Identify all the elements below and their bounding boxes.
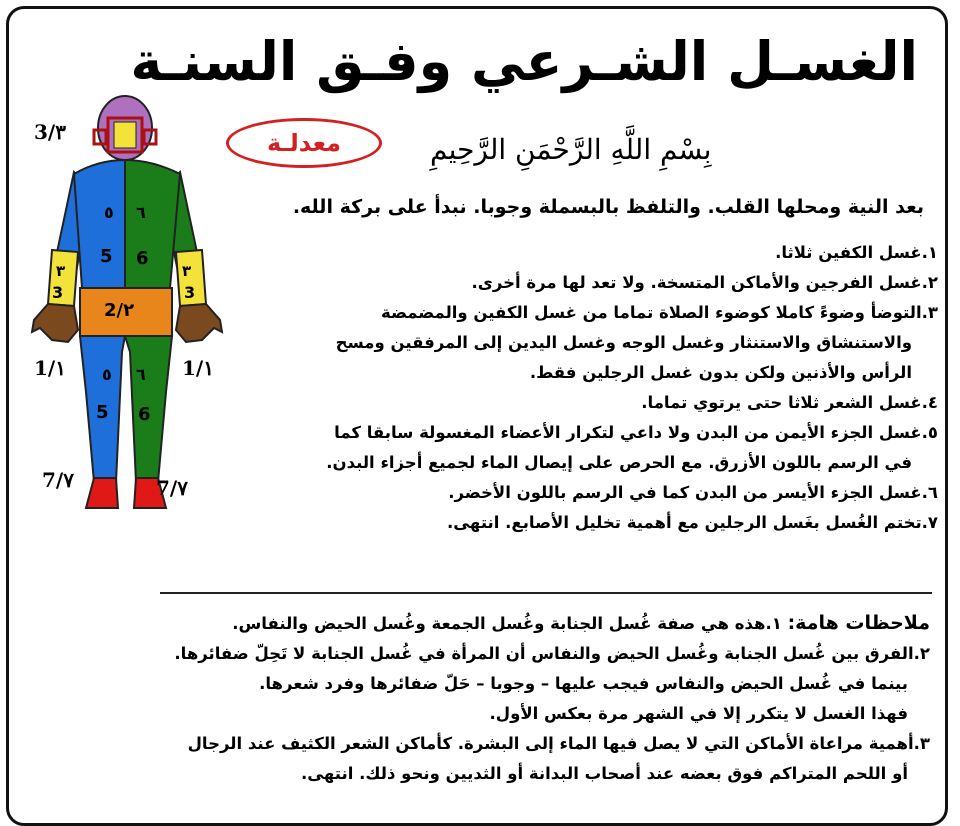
step-2: ٢.غسل الفرجين والأماكن المتسخة. ولا تعد لها مرة أخرى. [471, 273, 938, 292]
foot-right [86, 478, 118, 508]
region-num: 5 [96, 402, 109, 423]
modified-badge: معدلـة [226, 118, 382, 168]
step-3-cont: والاستنشاق والاستنثار وغسل الوجه وغسل اليدين إلى المرفقين ومسح [335, 333, 912, 352]
step-3-cont: الرأس والأذنين ولكن بدون غسل الرجلين فقط. [529, 363, 912, 382]
step-6: ٦.غسل الجزء الأيسر من البدن كما في الرسم باللون الأخضر. [448, 483, 938, 502]
basmala: بِسْمِ اللَّهِ الرَّحْمَنِ الرَّحِيمِ [430, 133, 712, 166]
step-1: ١.غسل الكفين ثلاثا. [775, 243, 938, 262]
region-num: ٣ [56, 262, 66, 280]
step-7: ٧.تختم الغُسل بغَسل الرجلين مع أهمية تخليل الأصابع. انتهى. [446, 513, 938, 532]
head-step-label: 3/٣ [34, 120, 66, 144]
note-3: ٣.أهمية مراعاة الأماكن التي لا يصل فيها الماء إلى البشرة. كأماكن الشعر الكثيف عند الرجال [187, 734, 930, 753]
hand-step-label-right: 1/١ [182, 356, 214, 380]
note-1-text: ١.هذه هي صفة غُسل الجنابة وغُسل الجمعة وغُسل الحيض والنفاس. [232, 614, 782, 633]
step-5: ٥.غسل الجزء الأيمن من البدن ولا داعي لتكرار الأعضاء المغسولة سابقا كما [334, 423, 938, 442]
region-num: ٥ [102, 365, 112, 384]
hand-right [32, 304, 78, 342]
region-num: 3 [184, 283, 196, 302]
note-3-cont: أو اللحم المتراكم فوق بعضه عند أصحاب البدانة أو الثديين ونحو ذلك. انتهى. [300, 764, 908, 783]
region-num: 6 [136, 248, 149, 269]
foot-step-label-right: 7/٧ [156, 476, 188, 500]
notes-section [70, 608, 930, 789]
steps-list [248, 238, 938, 538]
region-num: 2/٢ [104, 300, 135, 321]
intro-text: بعد النية ومحلها القلب. والتلفظ بالبسملة وجوبا. نبدأ على بركة الله. [292, 196, 924, 218]
torso-left [125, 160, 180, 288]
hand-left [176, 304, 222, 342]
foot-step-label-left: 7/٧ [42, 468, 74, 492]
note-1 [70, 608, 930, 639]
region-num: ٦ [136, 365, 146, 384]
region-num: ٣ [182, 262, 192, 280]
hand-step-label-left: 1/١ [34, 356, 66, 380]
body-diagram [12, 92, 242, 512]
divider [160, 592, 932, 594]
region-num: 3 [52, 283, 64, 302]
region-num: 6 [138, 404, 151, 425]
notes-heading: ملاحظات هامة: [787, 612, 930, 634]
note-2: ٢.الفرق بين غُسل الجنابة وغُسل الحيض والنفاس أن المرأة في غُسل الجنابة لا تَحِلّ ضفائرها. [174, 644, 930, 663]
region-num: ٦ [136, 203, 146, 222]
step-5-cont: في الرسم باللون الأزرق. مع الحرص على إيصال الماء لجميع أجزاء البدن. [326, 453, 912, 472]
torso-right [74, 160, 125, 288]
region-num: ٥ [104, 203, 114, 222]
page-title: الغسـل الشـرعي وفـق السنـة [130, 30, 918, 93]
note-2-cont: بينما في غُسل الحيض والنفاس فيجب عليها – وجوبا – حَلّ ضفائرها وفرد شعرها. [259, 674, 908, 693]
note-2-cont: فهذا الغسل لا يتكرر إلا في الشهر مرة بعكس الأول. [489, 704, 908, 723]
face-fill [114, 122, 136, 148]
step-3: ٣.التوضأ وضوءً كاملا كوضوء الصلاة تماما من غسل الكفين والمضمضة [380, 303, 938, 322]
region-num: 5 [100, 246, 113, 267]
step-4: ٤.غسل الشعر ثلاثا حتى يرتوي تماما. [641, 393, 938, 412]
